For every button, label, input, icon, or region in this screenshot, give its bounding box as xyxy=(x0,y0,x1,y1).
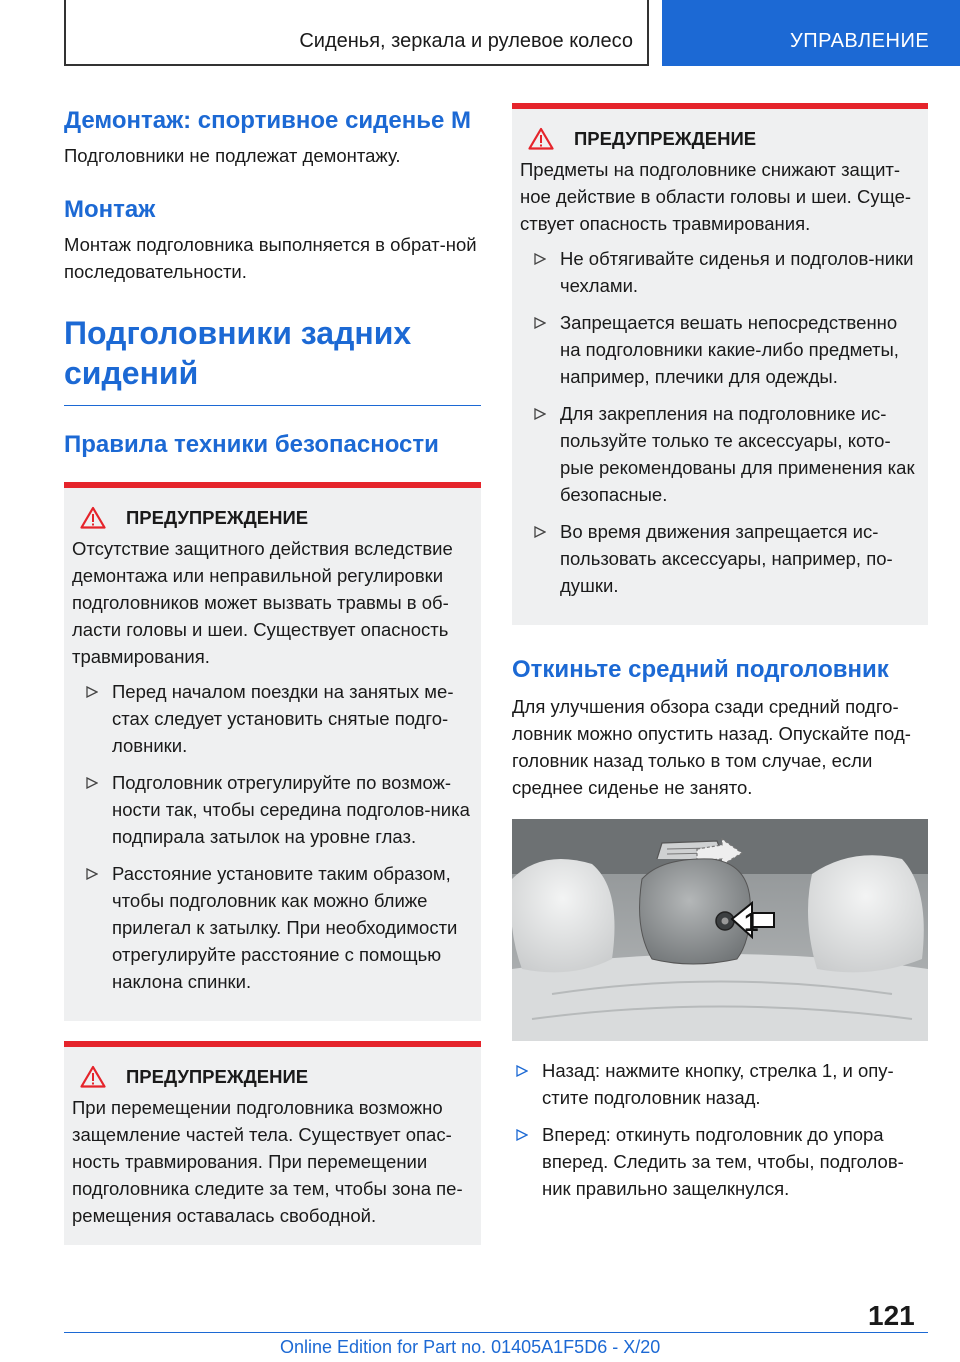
warning-list xyxy=(520,245,920,599)
heading-safety-rules: Правила техники безопасности xyxy=(64,431,439,458)
bullet-triangle-icon xyxy=(534,317,546,329)
list-item: Запрещается вешать непосредственно на подголовники какие-либо предметы, например, плечики для одежды. xyxy=(520,309,920,390)
edition-footer: Online Edition for Part no. 01405A1F5D6 - X/20 xyxy=(280,1337,661,1357)
bullet-triangle-icon xyxy=(86,777,98,789)
bullet-triangle-icon xyxy=(86,686,98,698)
heading-rear-headrests: Подголовники задних сидений xyxy=(64,315,412,391)
warning-text: Отсутствие защитного действия вследствие демонтажа или неправильной регулировки подголовников может вызвать травмы в об-ласти головы и шеи. Существует опасность травмирования. xyxy=(72,538,453,667)
list-item: Перед началом поездки на занятых ме-стах следует установить снятые подго-ловники. xyxy=(72,678,473,759)
list-item: Для закрепления на подголовнике ис-пользуйте только те аксессуары, кото-рые рекомендованы для применения как безопасные. xyxy=(520,400,920,508)
warning-title: ПРЕДУПРЕЖДЕНИЕ xyxy=(72,1063,473,1090)
steps-list xyxy=(512,1057,928,1202)
chapter-title: УПРАВЛЕНИЕ xyxy=(790,30,930,52)
section-divider xyxy=(64,405,481,406)
warning-box-2 xyxy=(64,1041,481,1245)
bullet-triangle-icon xyxy=(516,1065,528,1077)
running-header-section xyxy=(64,0,649,66)
left-column xyxy=(64,106,481,1245)
warning-text: При перемещении подголовника возможно защемление частей тела. Существует опас-ность травмирования. При перемещении подголовника следите за тем, чтобы зона пе-ремещения оставалась свободной. xyxy=(72,1097,463,1226)
list-item: Во время движения запрещается ис-пользовать аксессуары, например, по-душки. xyxy=(520,518,920,599)
page-number: 121 xyxy=(868,1300,915,1331)
bullet-triangle-icon xyxy=(534,253,546,265)
warning-box-3 xyxy=(512,103,928,625)
list-item: Подголовник отрегулируйте по возмож-ности так, чтобы середина подголов-ника подпирала затылок на уровне глаз. xyxy=(72,769,473,850)
warning-box-1 xyxy=(64,482,481,1021)
paragraph-fold: Для улучшения обзора сзади средний подго-ловник можно опустить назад. Опускайте под-головник назад только в том случае, если среднее сиденье не занято. xyxy=(512,696,911,798)
bullet-triangle-icon xyxy=(516,1129,528,1141)
warning-icon xyxy=(528,127,554,150)
heading-mounting: Монтаж xyxy=(64,196,156,223)
warning-icon xyxy=(80,1065,106,1088)
paragraph-m-seat: Подголовники не подлежат демонтажу. xyxy=(64,145,401,166)
footer-divider xyxy=(64,1332,928,1333)
right-column xyxy=(512,103,928,1212)
heading-fold-middle-headrest: Откиньте средний подголовник xyxy=(512,656,889,683)
chapter-tab xyxy=(662,0,960,66)
warning-text: Предметы на подголовнике снижают защит-ное действие в области головы и шеи. Суще-ствует опасность травмирования. xyxy=(520,159,912,234)
list-item: Расстояние установите таким образом, чтобы подголовник как можно ближе прилегал к затылку. При необходимости отрегулируйте расстояние с помощью наклона спинки. xyxy=(72,860,473,995)
warning-title: ПРЕДУПРЕЖДЕНИЕ xyxy=(72,504,473,531)
warning-list xyxy=(72,678,473,995)
bullet-triangle-icon xyxy=(86,868,98,880)
warning-title: ПРЕДУПРЕЖДЕНИЕ xyxy=(520,125,920,152)
rear-seat-headrest-photo xyxy=(512,819,928,1041)
list-item: Назад: нажмите кнопку, стрелка 1, и опу-стите подголовник назад. xyxy=(512,1057,928,1111)
list-item: Не обтягивайте сиденья и подголов-ники чехлами. xyxy=(520,245,920,299)
section-title: Сиденья, зеркала и рулевое колесо xyxy=(299,30,633,52)
warning-icon xyxy=(80,506,106,529)
heading-m-seat-removal: Демонтаж: спортивное сиденье М xyxy=(64,107,472,134)
bullet-triangle-icon xyxy=(534,408,546,420)
photo-callout-number: 1 xyxy=(744,907,759,937)
list-item: Вперед: откинуть подголовник до упора вперед. Следить за тем, чтобы, подголов-ник правильно защелкнулся. xyxy=(512,1121,928,1202)
bullet-triangle-icon xyxy=(534,526,546,538)
paragraph-mounting: Монтаж подголовника выполняется в обрат-ной последовательности. xyxy=(64,234,477,282)
